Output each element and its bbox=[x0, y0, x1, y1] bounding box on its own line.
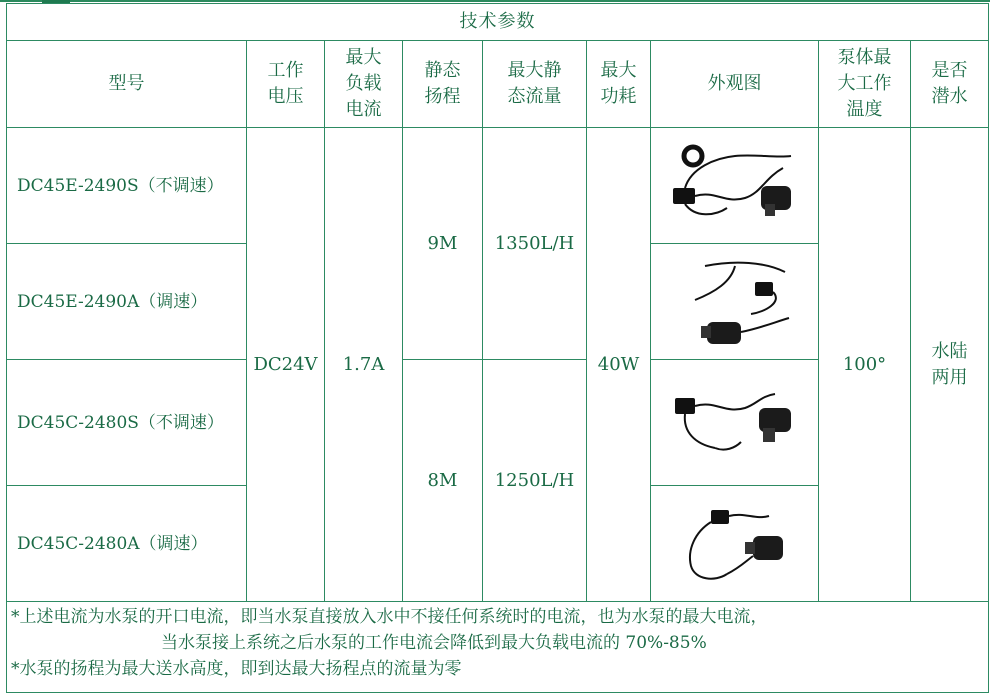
pump-photo-cell bbox=[651, 486, 819, 602]
head-cell: 8M bbox=[403, 360, 483, 602]
model-cell: DC45C-2480S（不调速） bbox=[7, 360, 247, 486]
submersible-cell: 水陆两用 bbox=[911, 128, 989, 602]
flow-cell: 1250L/H bbox=[483, 360, 587, 602]
power-cell: 40W bbox=[587, 128, 651, 602]
pump-photo-cell bbox=[651, 244, 819, 360]
header-flow: 最大静态流量 bbox=[483, 41, 587, 128]
pump-photo-cell bbox=[651, 360, 819, 486]
note-line: *水泵的扬程为最大送水高度，即到达最大扬程点的流量为零 bbox=[11, 659, 462, 679]
note-line: *上述电流为水泵的开口电流，即当水泵直接放入水中不接任何系统时的电流，也为水泵的最大电流， bbox=[11, 607, 768, 627]
model-cell: DC45C-2480A（调速） bbox=[7, 486, 247, 602]
pump-photo-cell bbox=[651, 128, 819, 244]
current-cell: 1.7A bbox=[325, 128, 403, 602]
header-submersible: 是否潜水 bbox=[911, 41, 989, 128]
header-current: 最大负载电流 bbox=[325, 41, 403, 128]
top-accent-bar bbox=[0, 0, 990, 2]
header-appearance: 外观图 bbox=[651, 41, 819, 128]
flow-cell: 1350L/H bbox=[483, 128, 587, 360]
temperature-cell: 100° bbox=[819, 128, 911, 602]
voltage-cell: DC24V bbox=[247, 128, 325, 602]
header-power: 最大功耗 bbox=[587, 41, 651, 128]
pump-photo-icon bbox=[665, 138, 805, 234]
notes-cell bbox=[7, 602, 989, 693]
header-temperature: 泵体最大工作温度 bbox=[819, 41, 911, 128]
pump-photo-icon bbox=[665, 378, 805, 468]
header-voltage: 工作电压 bbox=[247, 41, 325, 128]
model-cell: DC45E-2490A（调速） bbox=[7, 244, 247, 360]
table-title: 技术参数 bbox=[7, 4, 989, 41]
head-cell: 9M bbox=[403, 128, 483, 360]
note-line: 当水泵接上系统之后水泵的工作电流会降低到最大负载电流的 70%-85% bbox=[161, 633, 707, 653]
pump-photo-icon bbox=[665, 496, 805, 592]
pump-photo-icon bbox=[665, 252, 805, 352]
header-head: 静态扬程 bbox=[403, 41, 483, 128]
spec-table bbox=[6, 3, 989, 693]
model-cell: DC45E-2490S（不调速） bbox=[7, 128, 247, 244]
header-model: 型号 bbox=[7, 41, 247, 128]
